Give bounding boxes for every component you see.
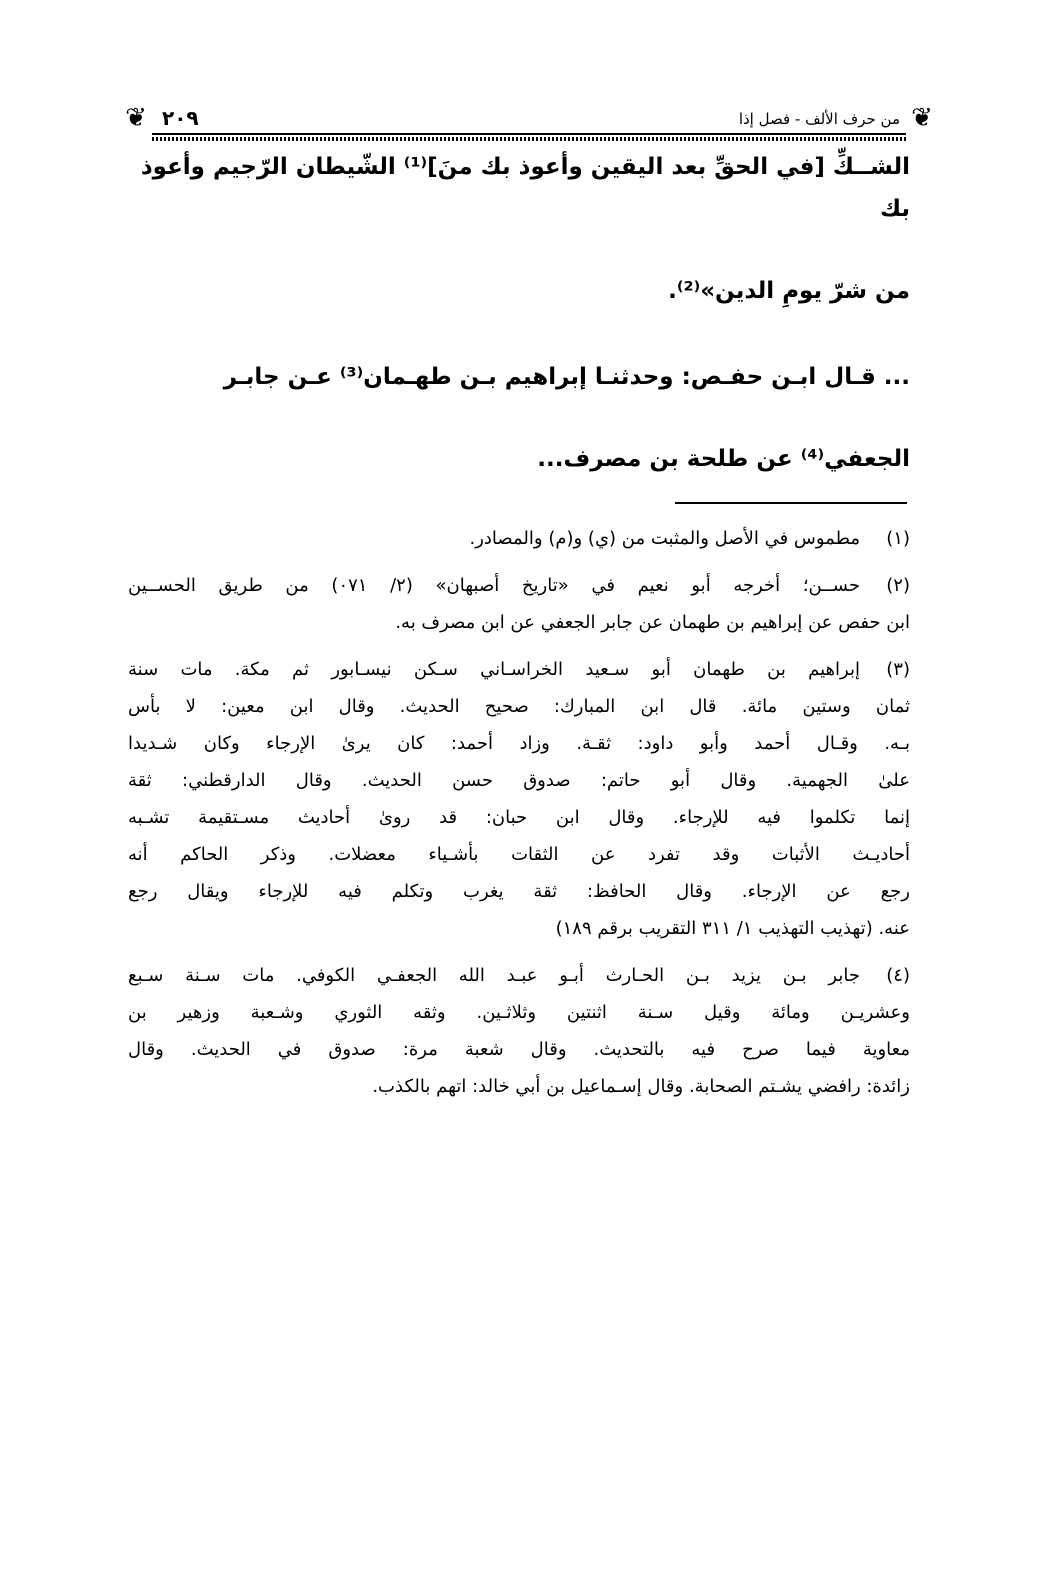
main-text: [128, 146, 910, 480]
footnote-line: علىٰ الجهمية. وقال أبو حاتم: صدوق حسن الحديث. وقال الدارقطني: ثقة: [128, 770, 910, 791]
text-line: من شرّ يومِ الدين»⁽²⁾.: [668, 278, 910, 304]
footnote-line: إبراهيم بن طهمان أبو سـعيد الخراسـاني سـكن نيسـابور ثم مكة. مات سنة: [128, 659, 860, 680]
footnote-line: مطموس في الأصل والمثبت من (ي) و(م) والمصادر.: [469, 528, 860, 549]
footnote: [128, 957, 910, 1105]
footnote-line: جابر بـن يزيد بـن الحـارث أبـو عبـد الله الجعفـي الكوفي. مات سـنة سـبع: [128, 965, 860, 986]
footnote-line: زائدة: رافضي يشـتم الصحابة. وقال إسـماعيل بن أبي خالد: اتهم بالكذب.: [372, 1076, 910, 1097]
footnote-line: ثمان وستين مائة. قال ابن المبارك: صحيح الحديث. وقال ابن معين: لا بأس: [128, 696, 910, 717]
footnote-line: بـه. وقـال أحمد وأبو داود: ثقـة. وزاد أحمد: كان يرىٰ الإرجاء وكان شـديدا: [128, 733, 910, 754]
running-title: من حرف الألف - فصل إذا: [738, 110, 900, 128]
text-line: ... قـال ابـن حفـص: وحدثنـا إبراهيم بـن طهـمان⁽³⁾ عـن جابـر: [223, 364, 910, 390]
footnote-line: حســن؛ أخرجه أبو نعيم في «تاريخ أصبهان» (٢/ ٠٧١) من طريق الحســين: [128, 575, 860, 596]
text-line: الشــكِّ [في الحقِّ بعد اليقين وأعوذ بك منَ]⁽¹⁾ الشّيطان الرّجيم وأعوذ بك: [140, 154, 910, 222]
footnotes: [128, 520, 910, 1105]
page-number: ٢٠٩: [162, 106, 199, 130]
footnote-line: رجع عن الإرجاء. وقال الحافظ: ثقة يغرب وتكلم فيه للإرجاء ويقال رجع: [128, 881, 910, 902]
header-rule: [152, 133, 906, 135]
footnote-number: (٣): [886, 659, 910, 680]
ornament-icon: ❦: [911, 103, 933, 133]
header-border-pattern: [152, 137, 906, 141]
footnote-separator: [675, 502, 907, 504]
footnote-line: ابن حفص عن إبراهيم بن طهمان عن جابر الجعفي عن ابن مصرف به.: [395, 612, 910, 633]
footnote-line: عنه. (تهذيب التهذيب ١/ ٣١١ التقريب برقم ١٨٩): [555, 918, 910, 939]
ornament-icon: ❦: [125, 103, 147, 133]
footnote-line: أحاديـث الأثبات وقد تفرد عن الثقات بأشـياء معضلات. وذكر الحاكم أنه: [128, 844, 910, 865]
text-line: الجعفي⁽⁴⁾ عن طلحة بن مصرف...: [537, 446, 910, 472]
page-header: [118, 96, 940, 142]
footnote: [128, 651, 910, 947]
footnote-number: (١): [886, 528, 910, 549]
footnote-number: (٤): [886, 965, 910, 986]
footnote: [128, 567, 910, 641]
footnote: [128, 520, 910, 557]
footnote-line: إنما تكلموا فيه للإرجاء. وقال ابن حبان: قد روىٰ أحاديث مسـتقيمة تشـبه: [128, 807, 910, 828]
footnote-line: وعشريـن ومائة وقيل سـنة اثنتين وثلاثـين. وثقه الثوري وشـعبة وزهير بن: [128, 1002, 910, 1023]
footnote-line: معاوية فيما صرح فيه بالتحديث. وقال شعبة مرة: صدوق في الحديث. وقال: [128, 1039, 910, 1060]
footnote-number: (٢): [886, 575, 910, 596]
